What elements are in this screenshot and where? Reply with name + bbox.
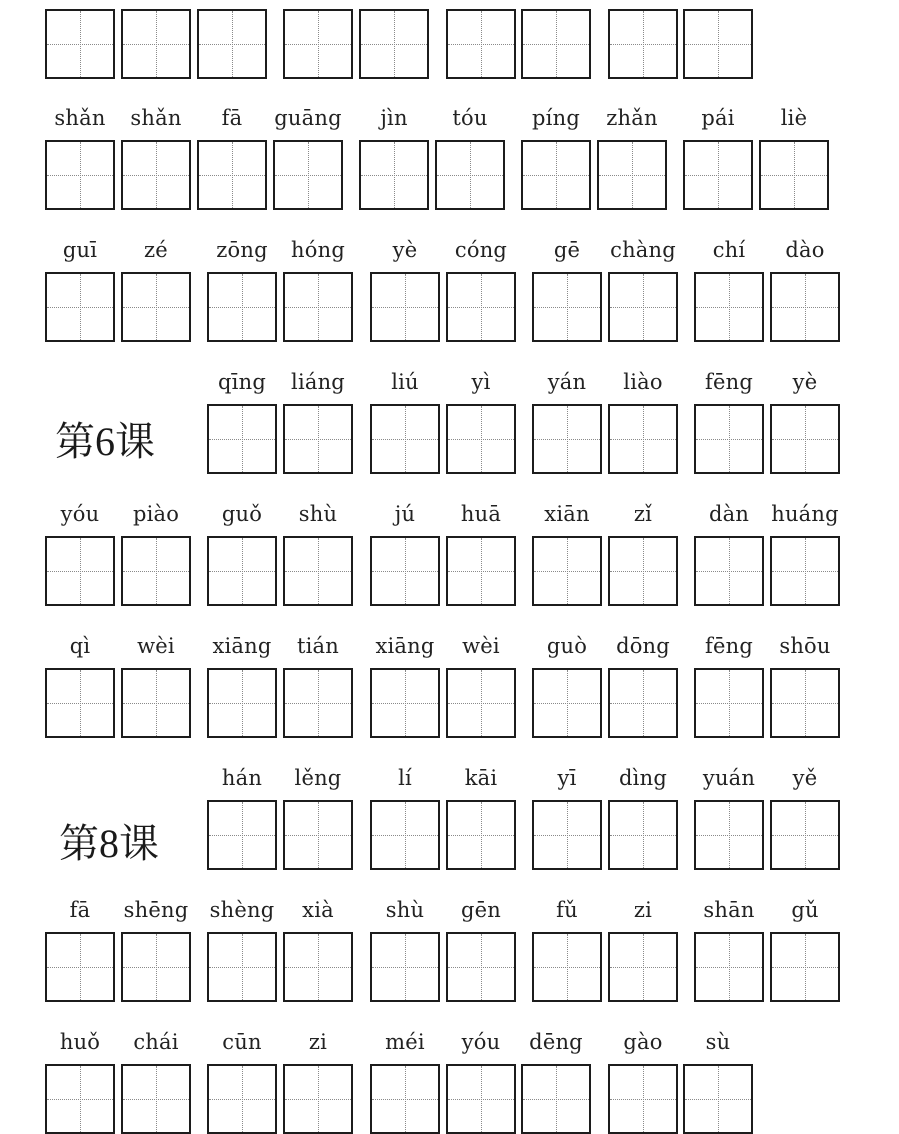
pinyin-label: liào — [623, 370, 663, 394]
writing-box[interactable] — [121, 272, 191, 342]
writing-box[interactable] — [608, 932, 678, 1002]
pinyin-label: zi — [308, 1030, 328, 1054]
pinyin-label: yóu — [461, 1030, 501, 1054]
writing-box[interactable] — [446, 272, 516, 342]
writing-box[interactable] — [608, 1064, 678, 1134]
pinyin-label: liú — [391, 370, 419, 394]
writing-box[interactable] — [435, 140, 505, 210]
pinyin-label: liáng — [291, 370, 345, 394]
pinyin-label: lěng — [294, 766, 342, 790]
pinyin-label: shù — [298, 502, 338, 526]
pinyin-label: huǒ — [59, 1030, 101, 1054]
pinyin-label: xiāng — [212, 634, 272, 658]
writing-box[interactable] — [532, 272, 602, 342]
pinyin-label: shǎn — [54, 106, 106, 130]
pinyin-label: guāng — [274, 106, 342, 130]
writing-box[interactable] — [370, 404, 440, 474]
writing-box[interactable] — [283, 9, 353, 79]
pinyin-label: cūn — [222, 1030, 262, 1054]
writing-box[interactable] — [770, 800, 840, 870]
pinyin-label: qì — [69, 634, 91, 658]
pinyin-label: tián — [296, 634, 339, 658]
pinyin-label: zǐ — [633, 502, 653, 526]
pinyin-label: jìn — [380, 106, 408, 130]
pinyin-label: guī — [62, 238, 98, 262]
pinyin-label: xiān — [544, 502, 590, 526]
pinyin-label: shān — [703, 898, 755, 922]
writing-box[interactable] — [197, 9, 267, 79]
pinyin-label: hóng — [291, 238, 345, 262]
pinyin-label: yè — [392, 238, 418, 262]
pinyin-label: piào — [132, 502, 180, 526]
writing-box[interactable] — [283, 668, 353, 738]
pinyin-label: qīng — [218, 370, 266, 394]
writing-box[interactable] — [121, 1064, 191, 1134]
writing-box[interactable] — [446, 668, 516, 738]
pinyin-label: yóu — [60, 502, 100, 526]
writing-box[interactable] — [521, 1064, 591, 1134]
pinyin-label: chí — [712, 238, 746, 262]
writing-box[interactable] — [608, 9, 678, 79]
pinyin-label: zōng — [216, 238, 268, 262]
pinyin-label: shù — [385, 898, 425, 922]
pinyin-label: shēng — [123, 898, 189, 922]
pinyin-label: gēn — [461, 898, 501, 922]
pinyin-label: tóu — [452, 106, 488, 130]
pinyin-label: zi — [633, 898, 653, 922]
pinyin-label: cóng — [454, 238, 508, 262]
pinyin-label: chàng — [610, 238, 676, 262]
writing-box[interactable] — [608, 668, 678, 738]
pinyin-label: fēng — [705, 634, 753, 658]
writing-box[interactable] — [197, 140, 267, 210]
writing-box[interactable] — [370, 272, 440, 342]
writing-box[interactable] — [694, 800, 764, 870]
writing-box[interactable] — [207, 800, 277, 870]
writing-box[interactable] — [121, 140, 191, 210]
writing-box[interactable] — [370, 800, 440, 870]
writing-box[interactable] — [532, 668, 602, 738]
writing-box[interactable] — [207, 404, 277, 474]
pinyin-label: hán — [221, 766, 263, 790]
writing-box[interactable] — [207, 668, 277, 738]
pinyin-label: yī — [557, 766, 577, 790]
pinyin-label: gǔ — [791, 898, 819, 922]
writing-box[interactable] — [532, 536, 602, 606]
writing-box[interactable] — [121, 932, 191, 1002]
writing-box[interactable] — [446, 800, 516, 870]
writing-box[interactable] — [446, 536, 516, 606]
writing-box[interactable] — [45, 536, 115, 606]
writing-box[interactable] — [283, 272, 353, 342]
pinyin-label: lí — [398, 766, 412, 790]
pinyin-label: kāi — [464, 766, 498, 790]
pinyin-label: liè — [780, 106, 808, 130]
pinyin-label: dìng — [619, 766, 667, 790]
pinyin-label: xià — [302, 898, 334, 922]
writing-box[interactable] — [608, 536, 678, 606]
pinyin-label: guò — [546, 634, 588, 658]
pinyin-label: gào — [623, 1030, 663, 1054]
writing-box[interactable] — [532, 932, 602, 1002]
writing-box[interactable] — [45, 1064, 115, 1134]
pinyin-label: yuán — [702, 766, 756, 790]
pinyin-label: dēng — [529, 1030, 583, 1054]
pinyin-label: yè — [792, 370, 818, 394]
writing-box[interactable] — [283, 1064, 353, 1134]
writing-box[interactable] — [770, 404, 840, 474]
writing-box[interactable] — [45, 9, 115, 79]
pinyin-label: huā — [460, 502, 502, 526]
writing-box[interactable] — [683, 140, 753, 210]
writing-box[interactable] — [446, 9, 516, 79]
writing-box[interactable] — [521, 140, 591, 210]
writing-box[interactable] — [45, 668, 115, 738]
writing-box[interactable] — [770, 272, 840, 342]
writing-box[interactable] — [283, 536, 353, 606]
pinyin-label: shèng — [209, 898, 275, 922]
pinyin-label: fā — [221, 106, 243, 130]
writing-box[interactable] — [759, 140, 829, 210]
writing-box[interactable] — [207, 932, 277, 1002]
pinyin-label: dào — [785, 238, 825, 262]
writing-box[interactable] — [446, 1064, 516, 1134]
pinyin-label: yì — [471, 370, 491, 394]
pinyin-label: píng — [532, 106, 580, 130]
pinyin-label: yán — [547, 370, 587, 394]
pinyin-label: huáng — [771, 502, 839, 526]
writing-box[interactable] — [207, 536, 277, 606]
writing-box[interactable] — [359, 9, 429, 79]
pinyin-label: fā — [69, 898, 91, 922]
writing-box[interactable] — [446, 932, 516, 1002]
writing-box[interactable] — [770, 536, 840, 606]
writing-box[interactable] — [694, 536, 764, 606]
pinyin-label: wèi — [137, 634, 175, 658]
pinyin-label: shǎn — [130, 106, 182, 130]
lesson-heading: 第6课 — [55, 419, 155, 464]
writing-box[interactable] — [694, 404, 764, 474]
pinyin-label: jú — [394, 502, 416, 526]
pinyin-label: pái — [701, 106, 735, 130]
writing-box[interactable] — [121, 9, 191, 79]
writing-box[interactable] — [207, 1064, 277, 1134]
pinyin-label: fǔ — [556, 898, 578, 922]
pinyin-label: shōu — [779, 634, 831, 658]
pinyin-label: gē — [553, 238, 581, 262]
writing-box[interactable] — [45, 272, 115, 342]
writing-box[interactable] — [45, 932, 115, 1002]
writing-box[interactable] — [597, 140, 667, 210]
writing-box[interactable] — [121, 668, 191, 738]
pinyin-label: chái — [133, 1030, 179, 1054]
pinyin-label: zé — [144, 238, 168, 262]
writing-box[interactable] — [694, 272, 764, 342]
writing-box[interactable] — [770, 668, 840, 738]
writing-box[interactable] — [283, 800, 353, 870]
writing-box[interactable] — [521, 9, 591, 79]
pinyin-label: guǒ — [221, 502, 263, 526]
lesson-heading: 第8课 — [59, 821, 159, 866]
pinyin-label: xiāng — [375, 634, 435, 658]
pinyin-label: dōng — [616, 634, 670, 658]
writing-box[interactable] — [370, 932, 440, 1002]
writing-box[interactable] — [370, 668, 440, 738]
writing-box[interactable] — [770, 932, 840, 1002]
pinyin-label: wèi — [462, 634, 500, 658]
writing-box[interactable] — [370, 536, 440, 606]
writing-box[interactable] — [608, 800, 678, 870]
writing-box[interactable] — [121, 536, 191, 606]
writing-box[interactable] — [283, 404, 353, 474]
writing-box[interactable] — [273, 140, 343, 210]
pinyin-label: méi — [385, 1030, 425, 1054]
pinyin-label: fēng — [705, 370, 753, 394]
writing-box[interactable] — [207, 272, 277, 342]
writing-box[interactable] — [683, 1064, 753, 1134]
writing-box[interactable] — [532, 404, 602, 474]
writing-box[interactable] — [683, 9, 753, 79]
writing-box[interactable] — [359, 140, 429, 210]
writing-box[interactable] — [608, 404, 678, 474]
writing-box[interactable] — [45, 140, 115, 210]
pinyin-label: yě — [792, 766, 818, 790]
pinyin-label: zhǎn — [606, 106, 658, 130]
writing-box[interactable] — [608, 272, 678, 342]
writing-box[interactable] — [446, 404, 516, 474]
writing-box[interactable] — [694, 932, 764, 1002]
writing-box[interactable] — [370, 1064, 440, 1134]
pinyin-label: sù — [705, 1030, 731, 1054]
pinyin-label: dàn — [708, 502, 750, 526]
writing-box[interactable] — [694, 668, 764, 738]
writing-box[interactable] — [532, 800, 602, 870]
writing-box[interactable] — [283, 932, 353, 1002]
